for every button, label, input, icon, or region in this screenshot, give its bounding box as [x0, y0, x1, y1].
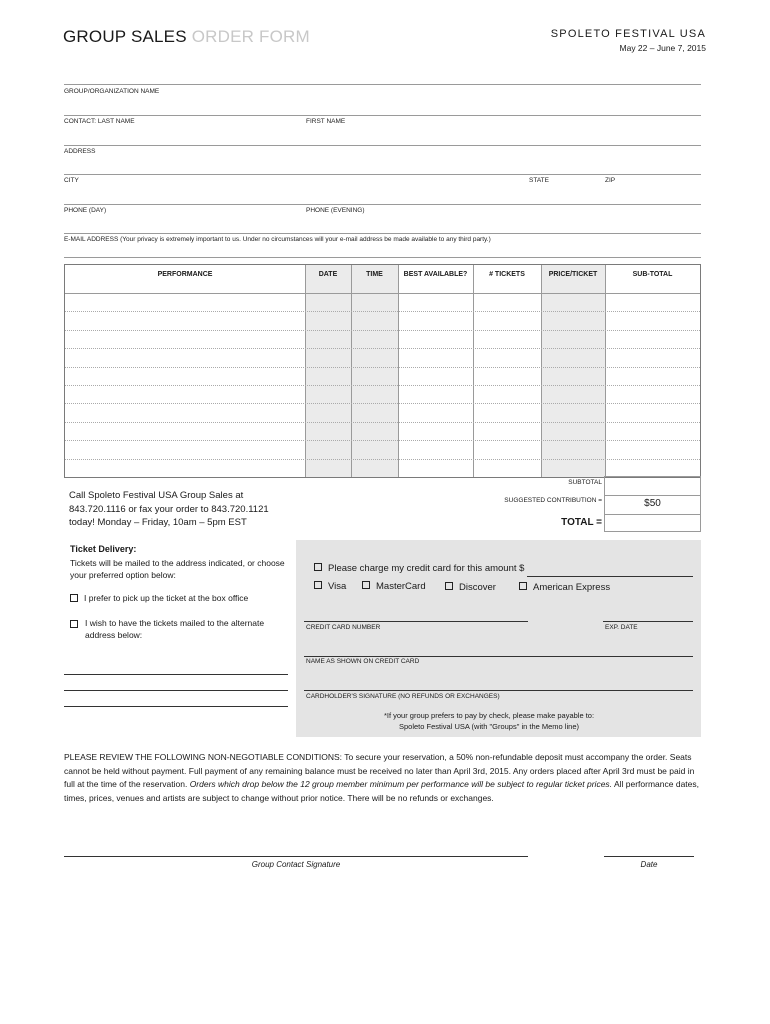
- conditions-italic: Orders which drop below the 12 group member minimum per performance will be subject to regular ticket prices.: [189, 779, 613, 789]
- col-divider-time: [351, 265, 352, 477]
- cardholder-signature-label: CARDHOLDER'S SIGNATURE (NO REFUNDS OR EXCHANGES): [306, 693, 500, 700]
- call-info-line-3: today! Monday – Friday, 10am – 5pm EST: [69, 517, 247, 528]
- payment-panel: [296, 540, 701, 737]
- alternate-address-label: I wish to have the tickets mailed to the alternate address below:: [85, 618, 265, 640]
- signature-date-label: Date: [640, 860, 658, 869]
- visa-label: Visa: [328, 581, 347, 592]
- delivery-title: Ticket Delivery:: [70, 544, 137, 554]
- date-column-shade: [306, 265, 351, 477]
- address-field[interactable]: [64, 174, 701, 175]
- group-name-field[interactable]: [64, 115, 701, 116]
- alternate-address-line-2[interactable]: [64, 690, 288, 691]
- header-tickets: # TICKETS: [489, 271, 525, 278]
- charge-label: Please charge my credit card for this amount $: [328, 563, 525, 574]
- alternate-address-option[interactable]: [70, 617, 295, 641]
- header-subtotal: SUB-TOTAL: [632, 271, 673, 278]
- card-number-label: CREDIT CARD NUMBER: [306, 624, 381, 631]
- phone-evening-label: PHONE (EVENING): [306, 207, 365, 214]
- city-label: CITY: [64, 177, 79, 184]
- header-price: PRICE/TICKET: [548, 271, 598, 278]
- group-name-label: GROUP/ORGANIZATION NAME: [64, 88, 160, 95]
- phone-day-label: PHONE (DAY): [64, 207, 107, 214]
- table-row[interactable]: [65, 348, 700, 349]
- table-row[interactable]: [65, 385, 700, 386]
- charge-amount-field[interactable]: [527, 576, 693, 577]
- header-date: DATE: [318, 271, 338, 278]
- conditions-text: [64, 751, 704, 805]
- form-title-bold: GROUP SALES: [63, 27, 187, 46]
- header-time: TIME: [366, 271, 383, 278]
- card-number-field[interactable]: [304, 621, 528, 622]
- signature-date-field[interactable]: [604, 856, 694, 857]
- table-row[interactable]: [65, 293, 700, 294]
- form-title-light: ORDER FORM: [191, 27, 310, 46]
- conditions-part-1: PLEASE REVIEW THE FOLLOWING NON-NEGOTIABLE CONDITIONS: To secure your reservation, a 50% non-refundable deposit must accompany the order. Seats cannot be held without payment. Full payment of any remaining balance must be received no later than April 3rd, 2015. Any orders placed after April 3rd must be paid in full at the time of the reservation.: [64, 752, 695, 789]
- col-divider-subtotal: [605, 265, 606, 477]
- col-divider-price: [541, 265, 542, 477]
- amex-label: American Express: [533, 582, 611, 593]
- col-divider-tickets: [473, 265, 474, 477]
- email-label: E-MAIL ADDRESS (Your privacy is extremely important to us. Under no circumstances will your e-mail address be made available to any third party.): [64, 236, 491, 243]
- call-info-line-1: Call Spoleto Festival USA Group Sales at: [69, 490, 244, 501]
- table-row[interactable]: [65, 422, 700, 423]
- organization-name: SPOLETO FESTIVAL USA: [550, 28, 706, 40]
- last-name-label: CONTACT: LAST NAME: [64, 118, 135, 125]
- state-label: STATE: [529, 177, 549, 184]
- header-best-available: BEST AVAILABLE?: [403, 271, 468, 278]
- box-office-label: I prefer to pick up the ticket at the box office: [84, 593, 249, 603]
- col-divider-best: [398, 265, 399, 477]
- table-row[interactable]: [65, 459, 700, 460]
- amex-option[interactable]: [519, 582, 610, 593]
- table-row[interactable]: [65, 311, 700, 312]
- exp-date-label: EXP. DATE: [605, 624, 638, 631]
- delivery-description: Tickets will be mailed to the address indicated, or choose your preferred option below:: [70, 558, 285, 580]
- box-office-checkbox[interactable]: [70, 594, 78, 602]
- zip-label: ZIP: [605, 177, 616, 184]
- mastercard-checkbox[interactable]: [362, 581, 370, 589]
- col-divider-date: [305, 265, 306, 477]
- table-row[interactable]: [65, 330, 700, 331]
- group-contact-signature-field[interactable]: [64, 856, 528, 857]
- mastercard-option[interactable]: [362, 581, 426, 592]
- total-label: TOTAL =: [561, 517, 602, 528]
- email-field[interactable]: [64, 257, 701, 258]
- top-rule: [64, 84, 701, 85]
- conditions-part-2: All performance dates, times, prices, venues and artists are subject to change without prior notice. There will be no refunds or exchanges.: [64, 779, 699, 803]
- table-row[interactable]: [65, 440, 700, 441]
- contact-name-field[interactable]: [64, 145, 701, 146]
- amex-checkbox[interactable]: [519, 582, 527, 590]
- totals-divider-1: [604, 495, 701, 496]
- call-info-line-2: 843.720.1116 or fax your order to 843.720.1121: [69, 503, 269, 515]
- table-row[interactable]: [65, 403, 700, 404]
- address-label: ADDRESS: [64, 148, 96, 155]
- phone-field[interactable]: [64, 233, 701, 234]
- call-info: [69, 489, 269, 530]
- time-column-shade: [351, 265, 398, 477]
- table-row[interactable]: [65, 367, 700, 368]
- alternate-address-line-1[interactable]: [64, 674, 288, 675]
- first-name-label: FIRST NAME: [306, 118, 346, 125]
- box-office-option[interactable]: [70, 592, 290, 604]
- visa-checkbox[interactable]: [314, 581, 322, 589]
- contribution-label: SUGGESTED CONTRIBUTION =: [504, 497, 602, 504]
- totals-divider-2: [604, 514, 701, 515]
- check-payment-note: [359, 710, 619, 732]
- charge-checkbox[interactable]: [314, 563, 322, 571]
- header-performance: PERFORMANCE: [157, 271, 213, 278]
- discover-checkbox[interactable]: [445, 582, 453, 590]
- check-note-line-2: Spoleto Festival USA (with "Groups" in the Memo line): [399, 722, 579, 731]
- subtotal-label: SUBTOTAL: [568, 479, 602, 486]
- check-note-line-1: *If your group prefers to pay by check, please make payable to:: [383, 711, 595, 720]
- festival-dates: May 22 – June 7, 2015: [619, 43, 706, 53]
- charge-option[interactable]: [314, 563, 524, 574]
- discover-label: Discover: [459, 582, 496, 593]
- visa-option[interactable]: [314, 581, 346, 592]
- card-name-label: NAME AS SHOWN ON CREDIT CARD: [306, 658, 420, 665]
- order-table: [64, 264, 701, 478]
- card-name-field[interactable]: [304, 656, 693, 657]
- alternate-address-line-3[interactable]: [64, 706, 288, 707]
- alternate-address-checkbox[interactable]: [70, 620, 78, 628]
- cardholder-signature-field[interactable]: [304, 690, 693, 691]
- discover-option[interactable]: [445, 582, 496, 593]
- exp-date-field[interactable]: [603, 621, 693, 622]
- group-contact-signature-label: Group Contact Signature: [251, 860, 341, 869]
- form-title: [63, 27, 310, 47]
- contribution-value: $50: [644, 498, 661, 509]
- price-column-shade: [541, 265, 605, 477]
- city-state-zip-field[interactable]: [64, 204, 701, 205]
- mastercard-label: MasterCard: [376, 581, 426, 592]
